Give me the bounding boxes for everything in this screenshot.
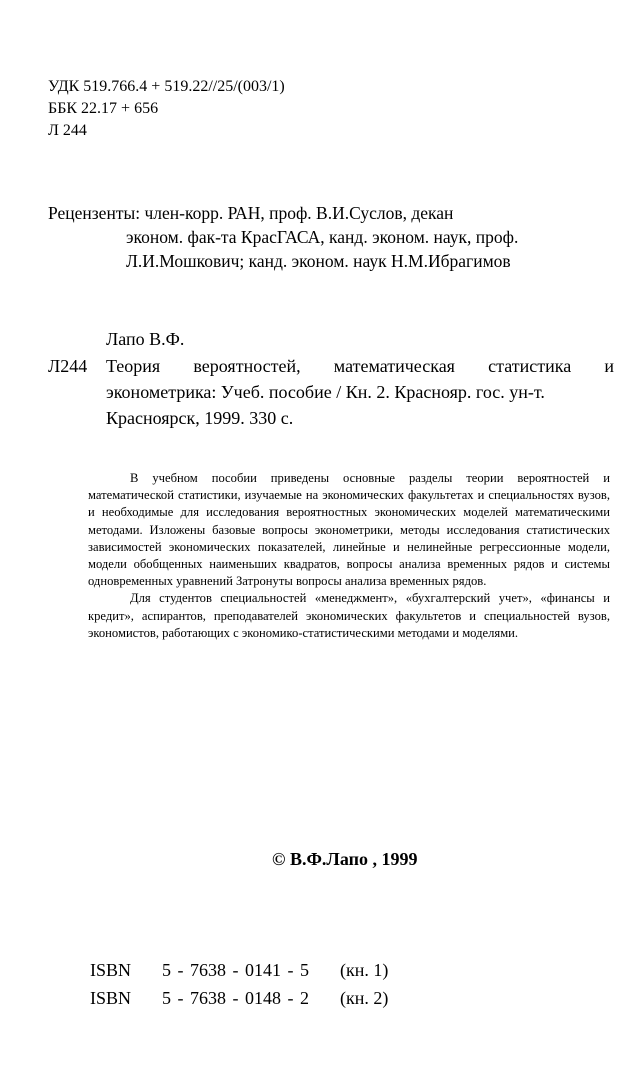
isbn-volume: (кн. 1)	[340, 960, 389, 980]
udk-code: УДК 519.766.4 + 519.22//25/(003/1)	[48, 78, 285, 95]
abstract-block	[88, 470, 610, 642]
reviewers-block	[48, 201, 608, 273]
author-mark: Л 244	[48, 122, 87, 139]
abstract-paragraph-2: Для студентов специальностей «менеджмент», «бухгалтерский учет», «финансы и кредит», аспирантов, преподавателей экономических факультетов и специальностей вузов, экономистов, работающих с экономико-статистическими методами и моделями.	[88, 591, 610, 640]
isbn-label: ISBN	[90, 988, 132, 1008]
isbn-number: 5 - 7638 - 0141 - 5	[162, 960, 309, 980]
citation-line-1: Теория вероятностей, математическая статистика и	[106, 356, 614, 376]
citation-author: Лапо В.Ф.	[106, 329, 185, 349]
isbn-row	[90, 984, 388, 1012]
citation-block	[48, 353, 614, 431]
reviewers-line-1: Рецензенты: член-корр. РАН, проф. В.И.Суслов, декан	[48, 203, 454, 223]
reviewers-line-3: Л.И.Мошкович; канд. эконом. наук Н.М.Ибрагимов	[126, 251, 511, 271]
citation-line-3: Красноярск, 1999. 330 с.	[106, 408, 294, 428]
isbn-label: ISBN	[90, 960, 132, 980]
reviewers-line-2: эконом. фак-та КрасГАСА, канд. эконом. наук, проф.	[126, 227, 519, 247]
isbn-row	[90, 956, 388, 984]
isbn-volume: (кн. 2)	[340, 988, 389, 1008]
classification-block	[48, 76, 285, 142]
isbn-block	[90, 956, 388, 1012]
isbn-number: 5 - 7638 - 0148 - 2	[162, 988, 309, 1008]
citation-line-2: эконометрика: Учеб. пособие / Кн. 2. Краснояр. гос. ун-т.	[106, 382, 545, 402]
abstract-paragraph-1: В учебном пособии приведены основные разделы теории вероятностей и математической статистики, изучаемые на экономических факультетах и специальностях вузов, и необходимые для исследования вероятностных экономических моделей математическими методами. Изложены базовые вопросы эконометрики, методы исследования статистических зависимостей экономических показателей, линейные и нелинейные регрессионные модели, модели обобщенных наименьших квадратов, вопросы анализа временных рядов и системы одновременных уравнений Затронуты вопросы анализа временных рядов.	[88, 471, 610, 589]
bbk-code: ББК 22.17 + 656	[48, 100, 159, 117]
citation-code: Л244	[48, 356, 88, 376]
copyright-notice: © В.Ф.Лапо , 1999	[272, 849, 418, 869]
